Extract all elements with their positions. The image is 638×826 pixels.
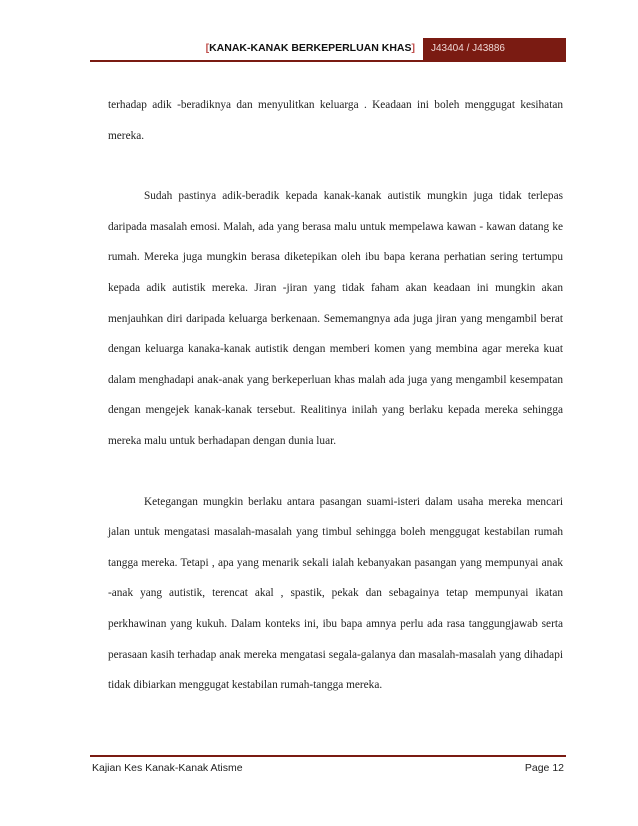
page-footer [90,755,566,773]
header-title-text: KANAK-KANAK BERKEPERLUAN KHAS [209,42,412,54]
page-body [108,90,563,701]
paragraph: Ketegangan mungkin berlaku antara pasangan suami-isteri dalam usaha mereka mencari jalan untuk mengatasi masalah-masalah yang timbul sehingga boleh menggugat kestabilan rumah tangga mereka. Tetapi , apa yang menarik sekali ialah kebanyakan pasangan yang mempunyai anak -anak yang autistik, terencat akal , spastik, pekak dan sebagainya tetap mempunyai ikatan perkhawinan yang kukuh. Dalam konteks ini, ibu bapa amnya perlu ada rasa tanggungjawab serta perasaan kasih terhadap anak mereka mengatasi segala-galanya dan masalah-masalah yang dihadapi tidak dibiarkan menggugat kestabilan rumah-tangga mereka. [108,495,563,692]
header-course-code: J43404 / J43886 [423,38,566,60]
header-bracket-open: [ [205,42,210,54]
page-header [90,38,566,62]
header-bracket-close: ] [411,42,415,54]
footer-title: Kajian Kes Kanak-Kanak Atisme [92,762,243,774]
header-title [206,42,415,54]
page-number: Page 12 [524,762,564,774]
paragraph: Sudah pastinya adik-beradik kepada kanak-kanak autistik mungkin juga tidak terlepas daripada masalah emosi. Malah, ada yang berasa malu untuk mempelawa kawan - kawan datang ke rumah. Mereka juga mungkin berasa diketepikan oleh ibu bapa kerana perhatian sering tertumpu kepada adik autistik mereka. Jiran -jiran yang tidak faham akan keadaan ini mungkin akan menjauhkan diri daripada keluarga berkenaan. Sememangnya ada juga jiran yang mengambil berat dengan keluarga kanaka-kanak autistik dengan memberi komen yang membina agar mereka kuat dalam menghadapi anak-anak yang berkeperluan khas malah ada juga yang mengambil kesempatan dengan mengejek kanak-kanak tersebut. Realitinya inilah yang berlaku kepada mereka sehingga mereka malu untuk berhadapan dengan dunia luar. [108,190,563,447]
paragraph: terhadap adik -beradiknya dan menyulitkan keluarga . Keadaan ini boleh menggugat kesihatan mereka. [108,99,563,142]
